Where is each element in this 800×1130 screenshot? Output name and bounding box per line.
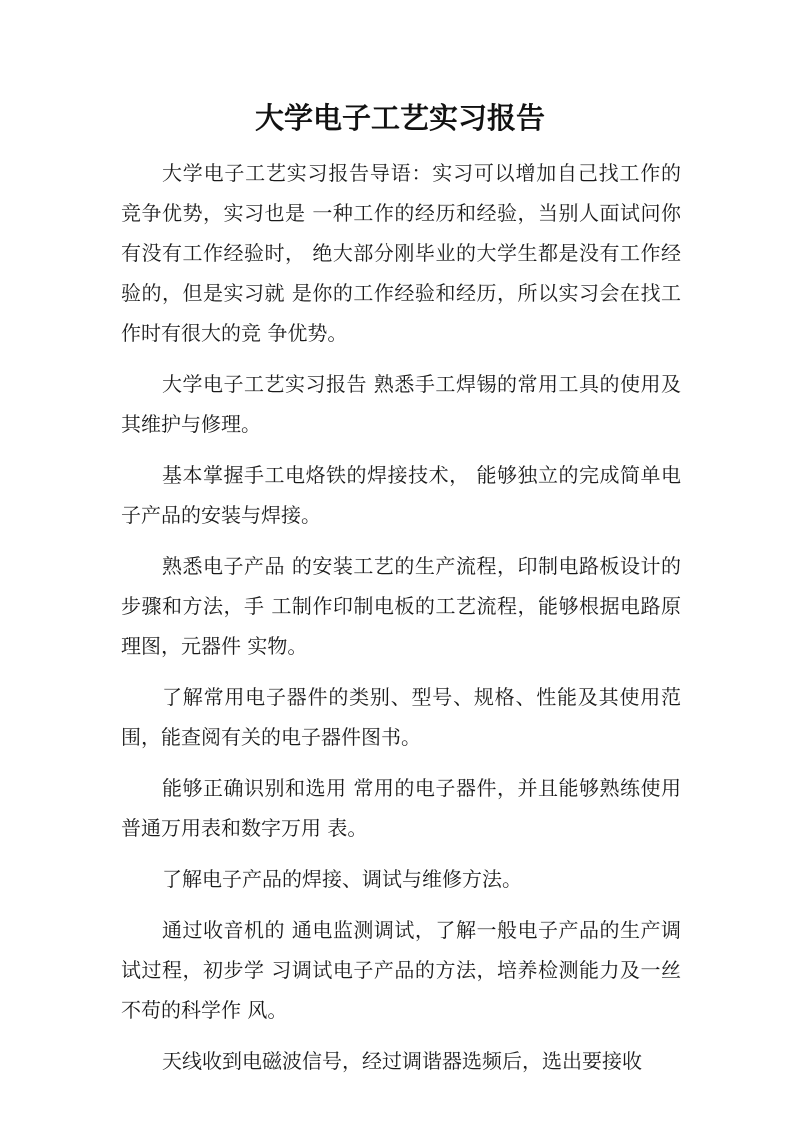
paragraph-process: 熟悉电子产品 的安装工艺的生产流程，印制电路板设计的步骤和方法，手 工制作印制电板的工艺流程，能够根据电路原理图，元器件 实物。 (121, 554, 681, 658)
paragraph-tools: 大学电子工艺实习报告 熟悉手工焊锡的常用工具的使用及其维护与修理。 (121, 372, 681, 436)
paragraph-multimeter: 能够正确识别和选用 常用的电子器件，并且能够熟练使用普通万用表和数字万用 表。 (121, 776, 681, 840)
paragraph-radio-testing: 通过收音机的 通电监测调试，了解一般电子产品的生产调试过程，初步学 习调试电子产品的方法，培养检测能力及一丝不苟的科学作 风。 (121, 918, 681, 1022)
paragraph-repair: 了解电子产品的焊接、调试与维修方法。 (162, 867, 522, 891)
document-title: 大学电子工艺实习报告 (254, 101, 545, 135)
document-body (121, 153, 681, 1092)
paragraph-soldering: 基本掌握手工电烙铁的焊接技术， 能够独立的完成简单电子产品的安装与焊接。 (121, 463, 681, 527)
paragraph-components: 了解常用电子器件的类别、型号、规格、性能及其使用范围，能查阅有关的电子器件图书。 (121, 685, 681, 749)
paragraph-antenna: 天线收到电磁波信号，经过调谐器选频后，选出要接收 (162, 1049, 642, 1073)
paragraph-intro: 大学电子工艺实习报告导语：实习可以增加自己找工作的竞争优势，实习也是 一种工作的经历和经验，当别人面试问你有没有工作经验时， 绝大部分刚毕业的大学生都是没有工作经验的，但是实习就 是你的工作经验和经历，所以实习会在找工作时有很大的竞 争优势。 (121, 161, 681, 345)
